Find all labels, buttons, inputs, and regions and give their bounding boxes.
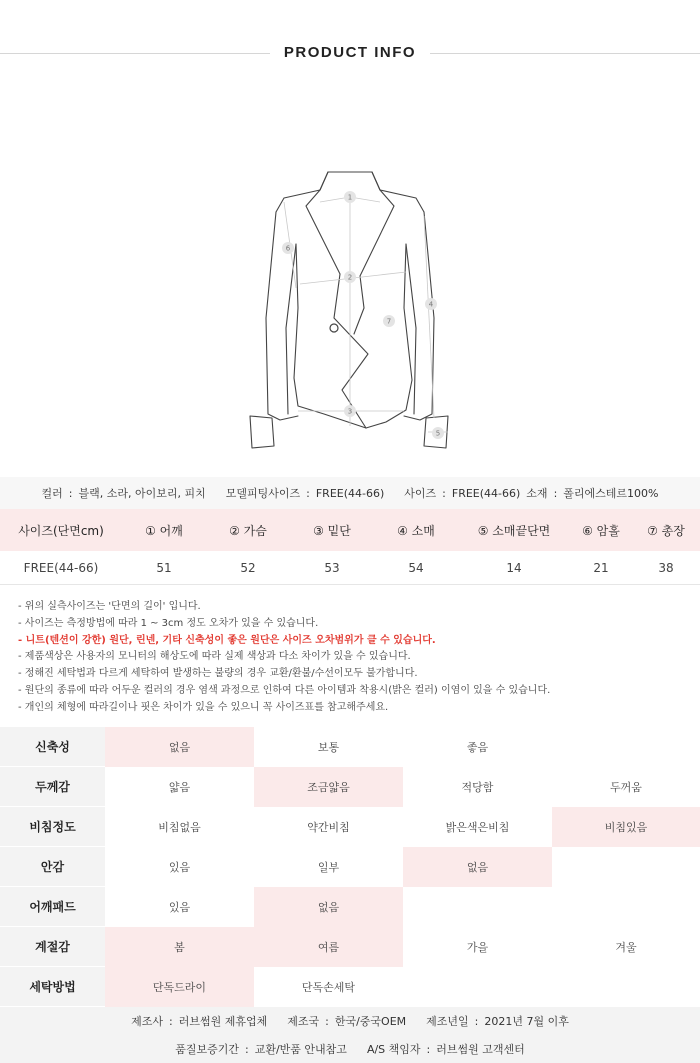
size-notes: [18, 599, 688, 717]
fabric-option: [403, 967, 552, 1007]
header-divider-right: [430, 53, 700, 54]
fabric-option-selected: 없음: [105, 727, 254, 767]
fabric-option: 있음: [168, 901, 191, 914]
note-item: - 제품색상은 사용자의 모니터의 해상도에 따라 실제 색상과 다소 차이가 있을 수 있습니다.: [18, 651, 411, 663]
fabric-option-selected: 여름: [254, 927, 403, 967]
size-header-cell: ③ 밑단: [313, 523, 351, 538]
date-label: 제조년일: [426, 1015, 469, 1028]
color-value: 블랙, 소라, 아이보리, 피치: [78, 487, 206, 500]
fabric-option-selected: 없음: [254, 887, 403, 927]
size-header-cell: ② 가슴: [229, 523, 267, 538]
manufacturer-footer: [0, 1007, 700, 1063]
jacket-body-left: [294, 244, 366, 428]
size-value-cell: 38: [658, 560, 674, 575]
fabric-row-label: 두께감: [0, 767, 105, 807]
footer-line-1: 제조사 : 러브썸원 제휴업체 제조국 : 한국/중국OEM 제조년일 : 2021년 7월 이후: [131, 1014, 569, 1028]
size-header-cell: ⑤ 소매끝단면: [477, 523, 551, 538]
size-header-cell: ⑥ 암홀: [582, 523, 620, 538]
fabric-option-selected: 단독드라이: [105, 967, 254, 1007]
product-info-header: [0, 0, 700, 104]
fabric-option: [403, 887, 552, 927]
size-value-cell: 14: [506, 560, 522, 575]
size-value-cell: 52: [240, 560, 256, 575]
fabric-option-selected: 없음: [403, 847, 552, 887]
jacket-lapel-right: [360, 172, 394, 276]
jacket-body-right: [366, 244, 412, 428]
model-size-value: FREE(44-66): [315, 486, 385, 500]
fabric-row-label: 안감: [0, 847, 105, 887]
fabric-option: [552, 887, 700, 927]
note-item: - 사이즈는 측정방법에 따라 1 ~ 3cm 정도 오차가 있을 수 있습니다.: [18, 617, 319, 629]
material-value: 폴리에스테르100%: [563, 487, 659, 500]
jacket-shoulder-right: [380, 190, 424, 212]
jacket-shoulder-left: [276, 190, 320, 212]
fabric-row: [0, 967, 700, 1007]
size-value-cell: FREE(44-66): [23, 560, 99, 575]
fabric-option: 두꺼움: [610, 781, 642, 794]
fabric-row-label: 어깨패드: [0, 887, 105, 927]
maker-label: 제조사: [131, 1015, 163, 1028]
fabric-option-selected: 비침있음: [552, 807, 700, 847]
jacket-sleeve-left-inner: [286, 244, 296, 414]
fabric-option-selected: 조금얇음: [254, 767, 403, 807]
size-value-cell: 53: [324, 560, 340, 575]
fabric-row: [0, 927, 700, 967]
fabric-row: [0, 887, 700, 927]
size-value: FREE(44-66): [451, 486, 521, 500]
maker-value: 러브썸원 제휴업체: [178, 1015, 268, 1028]
footer-line-2: 품질보증기간 : 교환/반품 안내참고 A/S 책임자 : 러브썸원 고객센터: [175, 1042, 525, 1056]
note-item: - 원단의 종류에 따라 어두운 컬러의 경우 염색 과정으로 인하여 다른 아이템과 착용시(밝은 컬러) 이염이 있을 수 있습니다.: [18, 684, 551, 696]
marker-4-label: 4: [428, 300, 434, 309]
page-title: PRODUCT INFO: [283, 44, 417, 61]
fabric-row: [0, 767, 700, 807]
fabric-option: [552, 847, 700, 887]
model-size-label: 모델피팅사이즈: [225, 487, 301, 500]
fabric-option: 일부: [317, 861, 340, 874]
note-warning: - 니트(텐션이 강한) 원단, 린넨, 기타 신축성이 좋은 원단은 사이즈 오차범위가 클 수 있습니다.: [18, 634, 436, 646]
size-value-cell: 54: [408, 560, 424, 575]
warranty-value: 교환/반품 안내참고: [254, 1043, 347, 1056]
size-value-cell: 51: [156, 560, 172, 575]
fabric-row-label: 비침정도: [0, 807, 105, 847]
fabric-option: 약간비침: [307, 821, 350, 834]
jacket-measurement-illustration: [236, 158, 464, 454]
size-value-cell: 21: [593, 560, 609, 575]
product-info-line: 컬러 : 블랙, 소라, 아이보리, 피치 모델피팅사이즈 : FREE(44-66) 사이즈 : FREE(44-66) 소재 : 폴리에스테르100%: [0, 477, 700, 509]
size-header-cell: ⑦ 총장: [647, 523, 685, 538]
fabric-info-table: [0, 727, 700, 1007]
note-item: - 정해진 세탁법과 다르게 세탁하여 발생하는 불량의 경우 교환/환불/수선이모두 불가합니다.: [18, 668, 418, 680]
fabric-option: [552, 967, 700, 1007]
marker-6-label: 6: [285, 244, 291, 253]
marker-3-label: 3: [347, 407, 353, 416]
size-header-cell: 사이즈(단면cm): [18, 523, 104, 538]
marker-1-label: 1: [347, 193, 353, 202]
jacket-cuff-left: [250, 416, 274, 448]
header-divider-left: [0, 53, 270, 54]
size-header-cell: ④ 소매: [397, 523, 435, 538]
as-label: A/S 책임자: [366, 1043, 421, 1056]
country-value: 한국/중국OEM: [334, 1015, 407, 1028]
jacket-button: [330, 324, 338, 332]
guide-line-sleeve: [424, 216, 434, 418]
fabric-option: 적당함: [461, 781, 494, 794]
fabric-row-label: 신축성: [0, 727, 105, 767]
fabric-option: 겨울: [615, 941, 637, 954]
jacket-sleeve-right: [404, 212, 434, 420]
as-value: 러브썸원 고객센터: [436, 1043, 525, 1056]
jacket-collar-outline: [320, 172, 380, 190]
jacket-front-inner: [354, 276, 364, 334]
size-label: 사이즈: [404, 487, 437, 500]
size-table-header: [0, 509, 700, 551]
warranty-label: 품질보증기간: [175, 1043, 239, 1056]
jacket-sleeve-right-inner: [406, 244, 416, 414]
size-table-row: [0, 551, 700, 585]
marker-7-label: 7: [386, 317, 392, 326]
fabric-row-label: 계절감: [0, 927, 105, 967]
fabric-option: 있음: [168, 861, 191, 874]
fabric-option-selected: 봄: [105, 927, 254, 967]
country-label: 제조국: [287, 1015, 320, 1028]
jacket-sleeve-left: [266, 212, 298, 420]
material-label: 소재: [526, 487, 548, 500]
size-header-cell: ① 어깨: [145, 523, 183, 538]
marker-2-label: 2: [347, 273, 353, 282]
fabric-row-label: 세탁방법: [0, 967, 105, 1007]
date-value: 2021년 7월 이후: [484, 1015, 569, 1028]
jacket-lapel-left: [306, 172, 340, 274]
fabric-option: 가을: [466, 941, 489, 954]
fabric-row: [0, 727, 700, 767]
note-item: - 위의 실측사이즈는 '단면의 길이' 입니다.: [18, 601, 201, 612]
note-item: - 개인의 체형에 따라길이나 핏은 차이가 있을 수 있으니 꼭 사이즈표를 참고해주세요.: [18, 701, 389, 713]
fabric-option: 밝은색은비침: [445, 821, 510, 834]
fabric-option: 보통: [317, 741, 340, 754]
fabric-row: [0, 847, 700, 887]
fabric-option: 단독손세탁: [301, 981, 356, 994]
marker-5-label: 5: [435, 429, 441, 438]
fabric-option: [552, 727, 700, 767]
fabric-option: 좋음: [466, 741, 489, 754]
color-label: 컬러: [41, 487, 63, 500]
fabric-option: 비침없음: [158, 821, 201, 834]
fabric-option: 얇음: [168, 781, 191, 794]
fabric-row: [0, 807, 700, 847]
